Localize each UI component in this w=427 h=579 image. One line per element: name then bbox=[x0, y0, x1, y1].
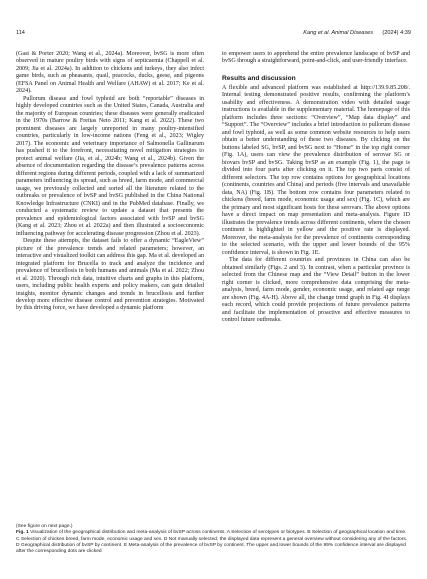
left-paragraph-2: Pullorum disease and fowl typhoid are both “reportable” diseases in highly developed countries such as the United States, Canada, Australia and the majority of European countries; these diseases were generally eradicated in the 1970s (Barrow & Freitas Neto 2011; Kang et al. 2022). These two prominent diseases are largely unreported in many poultry-intensified countries, particularly in low-income nations (Feng et al., 2023; Wigley 2017). The economic and veterinary importance of Salmonella Gallinarum has pushed it to the forefront, necessitating novel mitigation strategies to protect animal welfare (Jia, et al., 2024b; Wang et al., 2024b). Given the absence of documentation regarding the disease’s prevalence patterns across different regions during different periods, coupled with a lack of summarized parameters influencing its spread, such as breed, farm mode, and commercial usage, we previously collected and sorted all the literature related to the outbreaks or prevalence of bvSP and bvSG published in the China National Knowledge Infrastructure (CNKI) and in the PubMed database. Finally, we conducted a systematic review to update a dataset that presents the prevalence and epidemiological factors associated with bvSP and bvSG (Kang et al. 2023; Zhou et al. 2022a) and then illustrated a socioeconomic influencing pathway for accelerating disease progression (Zhou et al. 2023). bbox=[16, 95, 204, 237]
left-paragraph-1: (Gast & Porter 2020; Wang et al., 2024a). Moreover, bvSG is more often observed in mature poultry birds with signs of septicaemia (Chappell et al. 2009; Jia et al. 2024a). In addition to chickens and turkeys, they also infect game birds, such as pheasants, quail, peacocks, ducks, geese, and pigeons (EFSA Panel on Animal Health and Welfare (AHAW) et al. 2017; Ke et al. 2024). bbox=[16, 51, 204, 95]
right-paragraph-2: The data for different countries and provinces in China can also be obtained similarly (Figs. 2 and 3). In contrast, when a particular province is selected from the Chinese map and the “View Detail” button in the lower right corner is clicked, more comprehensive data comprising the meta-analysis, breed, farm mode, gender, economic usage, and related age range are shown (Fig. 4A-H). Above all, the change trend graph in Fig. 4I displays each record, which could provide projections of future prevalence patterns and facilitate the implementation of proactive and effective measures to control future outbreaks. bbox=[222, 257, 410, 323]
figure-label: Fig. 1 bbox=[16, 530, 29, 536]
left-paragraph-3: Despite these attempts, the dataset fails to offer a dynamic “EagleView” picture of the prevalence trends and related parameters; however, an interactive and visualized toolkit can address this gap. Ma et al. developed an integrated platform for Brucella to track and analyze the incidence and prevalence of brucellosis in both humans and animals (Ma et al. 2022; Zhou et al. 2020). Through rich data, intuitive charts and graphs in this platform, users, including public health experts and policy makers, can gain detailed insights, monitor dynamic changes and trends in brucellosis and further develop more effective disease control and prevention strategies. Motivated by this driving force, we have developed a dynamic platform bbox=[16, 238, 204, 312]
see-figure-note: (See figure on next page.) bbox=[16, 524, 73, 529]
figure-caption bbox=[16, 524, 411, 555]
running-head-volume: (2024) 4:39 bbox=[382, 30, 411, 36]
section-heading: Results and discussion bbox=[222, 74, 296, 82]
left-column bbox=[16, 51, 204, 313]
right-paragraph-1: A flexible and advanced platform was established at http://139.9.85.208/. Internal testing demonstrated positive results, confirming the platform’s usability and effectiveness. A demonstration video with detailed usage instructions is available in the supplementary material. The homepage of this platform includes three sections: “Overview”, “Map data display” and “Support”. The “Overview” includes a brief introduction to pullorum disease and fowl typhoid, as well as some common website resources to help users obtain a better understanding of these two diseases. By clicking on the buttons labeled SG, bvSP, and bvSG next to “Home” in the top right corner (Fig. 1A), users can view the prevalence distribution of serovar SG or biovars bvSP and bvSG. Taking bvSP as an example (Fig. 1), the page is divided into four parts after clicking on it. The top two parts consist of different selectors. The top row contains options for geographical locations (continents, countries and China) and periods (five intervals and unavailable data, NA) (Fig. 1B). The bottom row contains four parameters related to chickens (breed, farm mode, economic usage and sex) (Fig. 1C), which are the primary and most significant hosts for these serovars. The above options have a direct impact on map presentation and meta-analysis. Figure 1D illustrates the prevalence trends across different continents, where the chosen continent is highlighted in yellow and the positive rate is displayed. Moreover, the meta-analysis for the prevalence of continents corresponding to the selected scenario, with the upper and lower bounds of the 95% confidence interval, is shown in Fig. 1E. bbox=[222, 84, 410, 256]
caption-text: Visualization of the geographical distribution and meta-analysis of bvSP across continents. A Selection of serotypes or biotypes. B Selection of geographical location and time. C Selection of chicken breed, farm mode, economic usage and sex. D Not manually selected, the displayed data represent a general overview without considering any of the factors. D Geographical distribution of bvSP by continent. E Meta-analysis of the prevalence of bvSP by continent. The upper and lower bounds of the 95% confidence interval are displayed after the corresponding dots are clicked bbox=[16, 530, 408, 555]
running-head-authors: Kang et al. Animal Diseases bbox=[303, 30, 374, 36]
caption-body bbox=[16, 530, 411, 555]
page-header bbox=[16, 30, 411, 40]
right-intro-paragraph: to empower users to apprehend the entire prevalence landscape of bvSP and bvSG through a straightforward, point-and-click, and user-friendly interface. bbox=[222, 51, 410, 65]
right-column bbox=[222, 51, 410, 324]
running-head bbox=[303, 30, 411, 36]
page-number: 114 bbox=[16, 30, 25, 36]
